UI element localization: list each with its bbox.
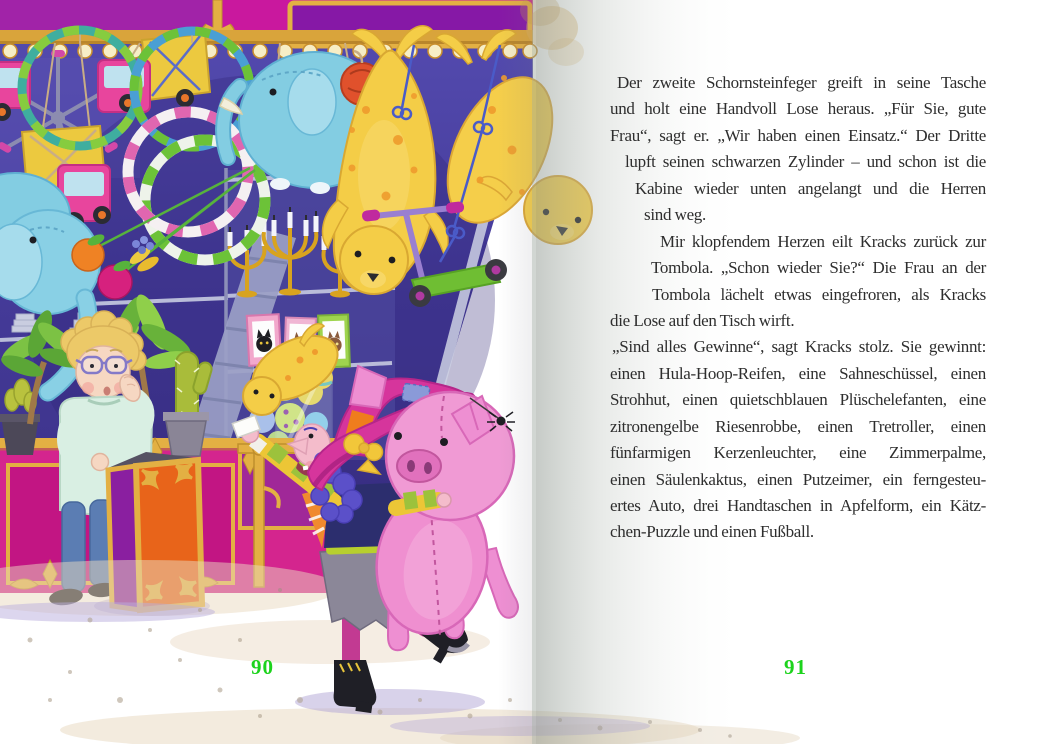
text-line: die Lose auf den Tisch wirft. <box>610 310 795 330</box>
text-line: einen Säulenkaktus, einen Putzeimer, ein ferngesteu- <box>610 469 986 489</box>
page-number-left: 90 <box>251 655 274 679</box>
text-line: Kabine wieder unten angelangt und die Herren <box>635 178 986 198</box>
text-line: sind weg. <box>644 205 706 225</box>
text-line: Frau“, sagt er. „Wir haben einen Einsatz.“ Der Dritte <box>610 125 986 145</box>
text-line: und holt eine Handvoll Lose heraus. „Für Sie, gute <box>610 99 986 119</box>
text-line: ertes Auto, drei Handtaschen in Apfelform, ein Kätz- <box>610 496 986 515</box>
text-line: lupft seinen schwarzen Zylinder – und schon ist die <box>625 152 986 172</box>
text-line: einen Hula-Hoop-Reifen, eine Sahneschüssel, einen <box>610 363 986 383</box>
text-line: Der zweite Schornsteinfeger greift in seine Tasche <box>617 73 986 92</box>
pig-snout <box>397 450 441 482</box>
text-line: Mir klopfendem Herzen eilt Kracks zurück zur <box>660 231 986 251</box>
page-number-right: 91 <box>784 655 807 679</box>
text-line: chen-Puzzle und einen Fußball. <box>610 522 814 542</box>
witch-standing-boot <box>334 660 377 708</box>
gutter-line <box>532 0 536 744</box>
left-page-edge-shadow <box>498 0 532 744</box>
text-line: fünfarmigen Kerzenleuchter, eine Zimmerpalme, <box>610 443 986 463</box>
body-text <box>610 70 986 546</box>
text-line: Tombola lächelt etwas eingefroren, als Kracks <box>652 284 986 304</box>
text-line: Tombola. „Schon wieder Sie?“ Die Frau an der <box>651 258 986 278</box>
text-line: Strohhut, einen quietschblauen Plüschelefanten, eine <box>610 390 986 410</box>
text-line: zitronengelbe Riesenrobbe, einen Tretroller, einen <box>610 416 986 436</box>
text-line: „Sind alles Gewinne“, sagt Kracks stolz. Sie gewinnt: <box>612 337 986 357</box>
